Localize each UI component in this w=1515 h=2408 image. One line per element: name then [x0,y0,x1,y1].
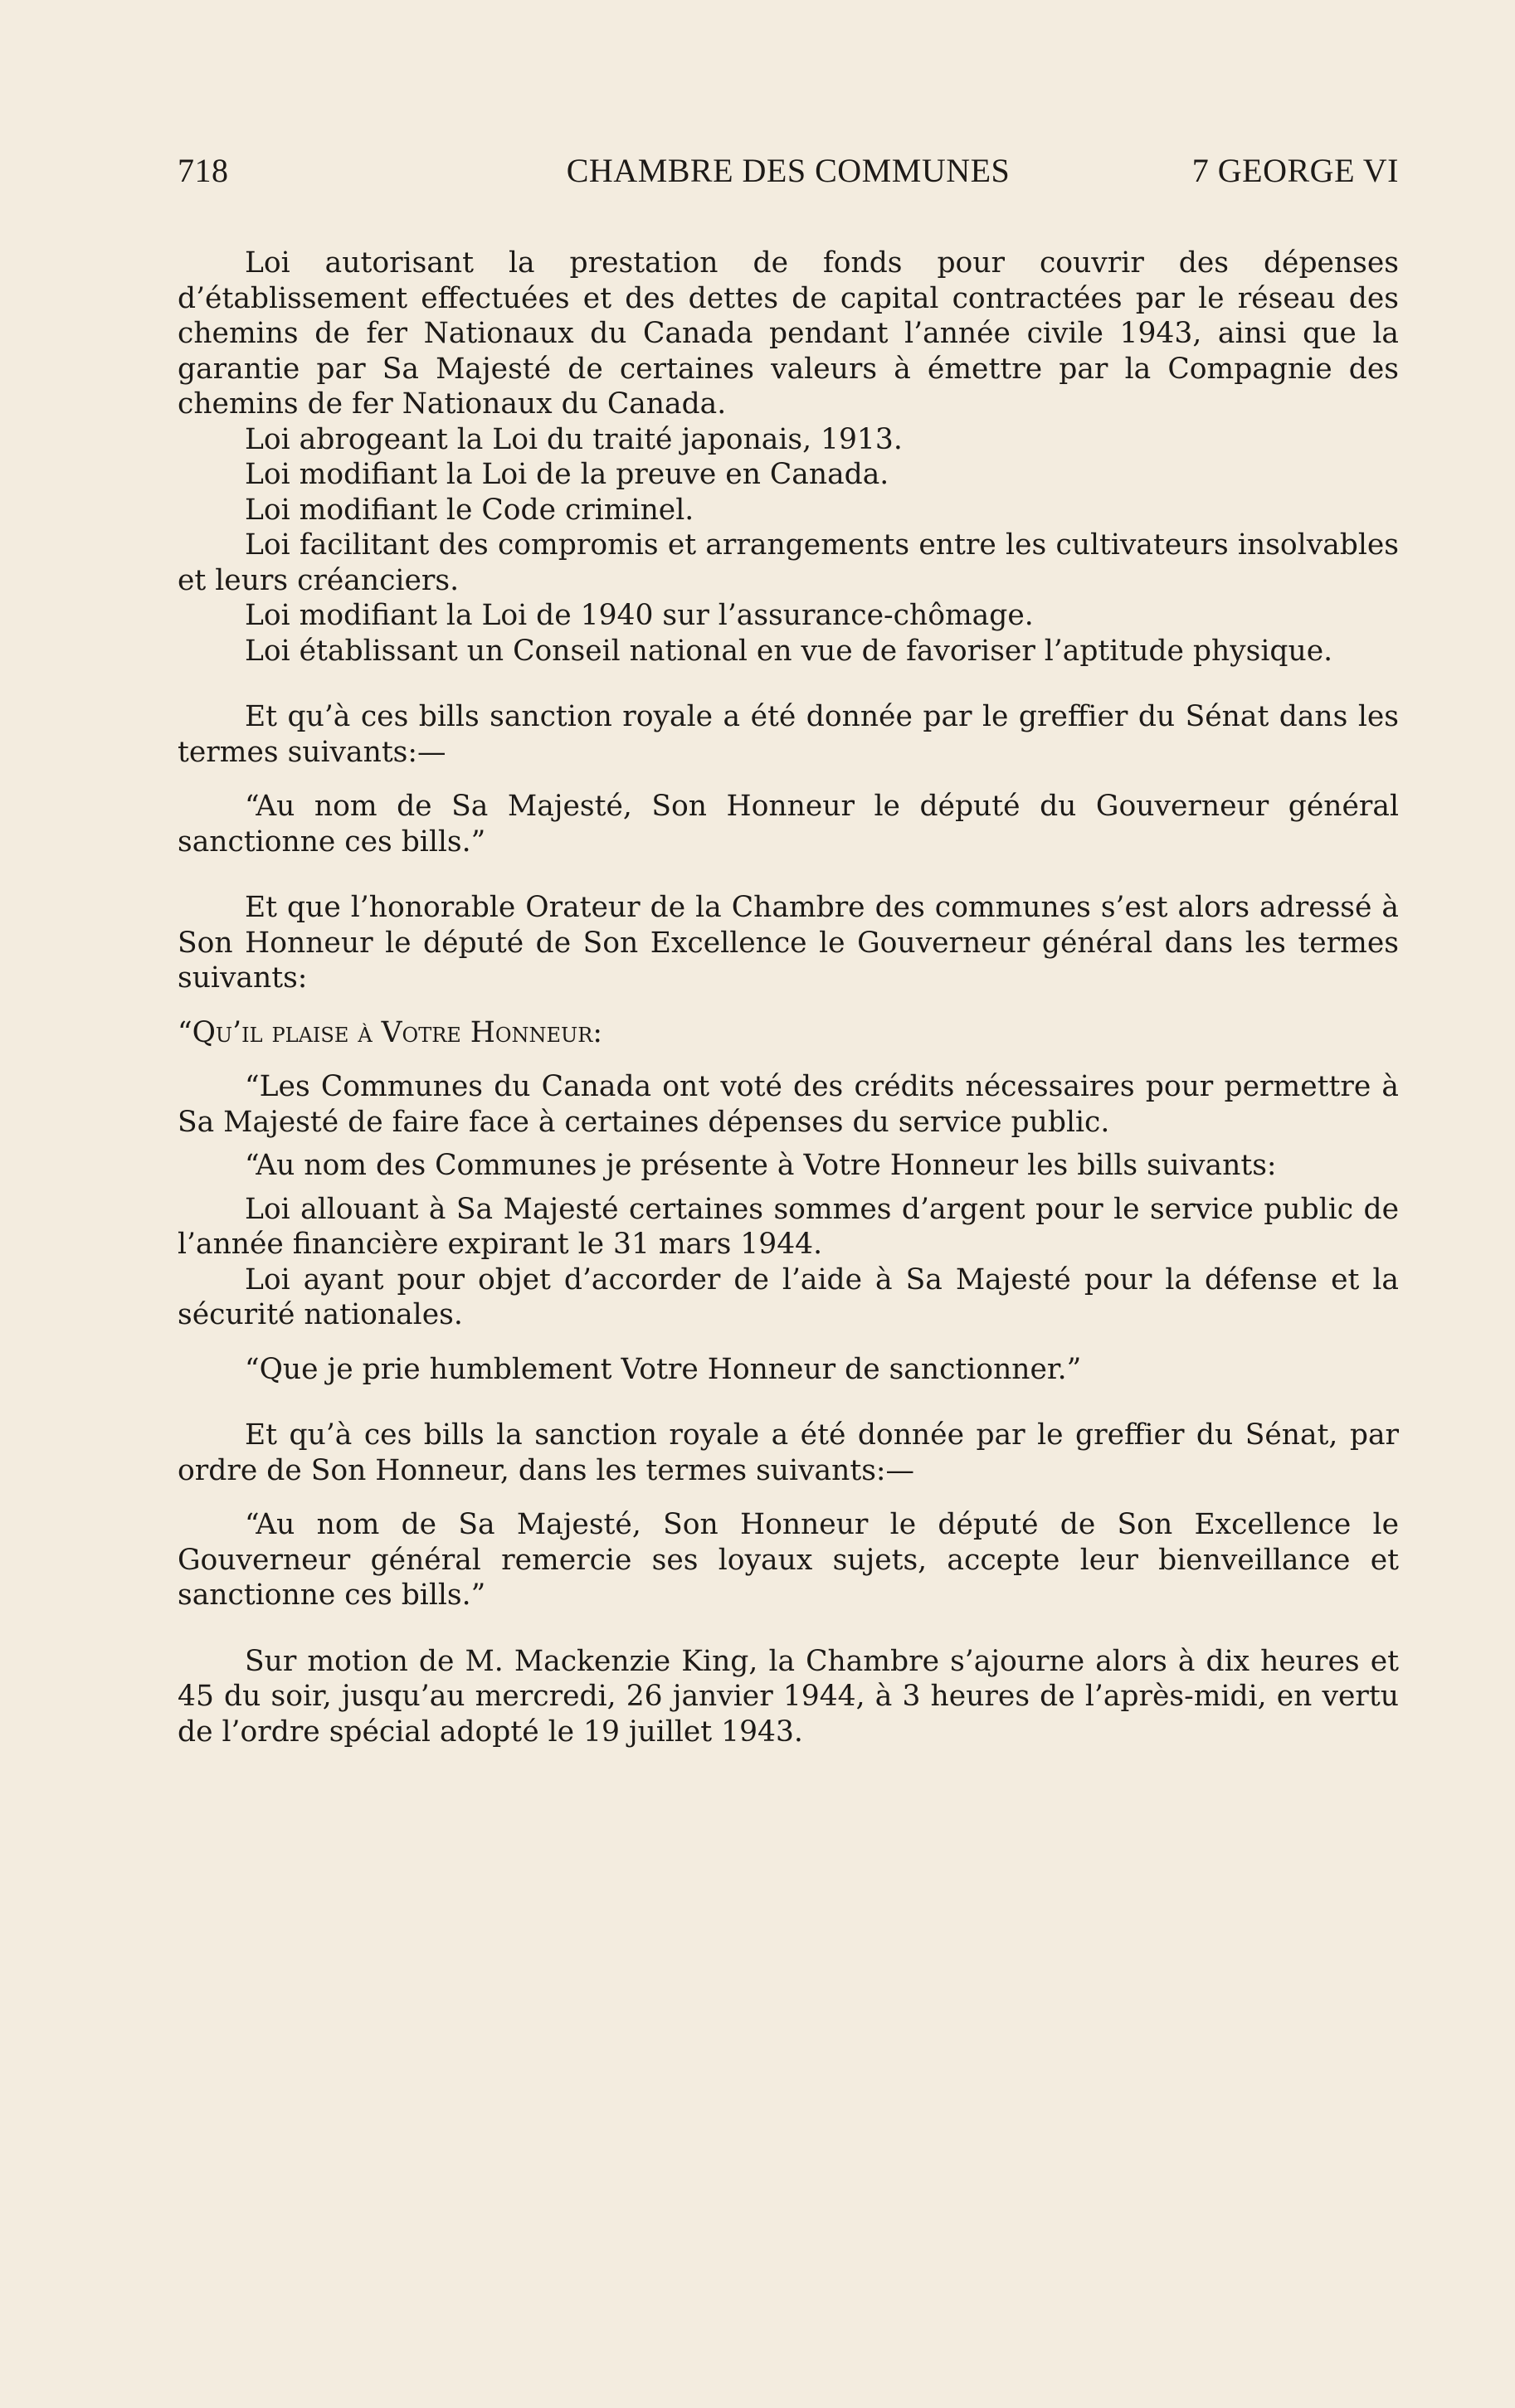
running-header [178,151,1399,192]
act-item: Loi facilitant des compromis et arrangements entre les cultivateurs insolvables et leurs créanciers. [178,528,1399,597]
page-number: 718 [178,152,229,189]
regnal-year: 7 GEORGE VI [1191,152,1399,189]
prayer-quote: “Que je prie humblement Votre Honneur de sanctionner.” [245,1352,1082,1386]
act-item: Loi abrogeant la Loi du traité japonais, 1913. [245,422,903,456]
speaker-address-intro: Et que l’honorable Orateur de la Chambre des communes s’est alors adressé à Son Honneur le député de Son Excellence le Gouverneur général dans les termes suivants: [178,891,1399,995]
royal-assent-paragraph: Et qu’à ces bills sanction royale a été donnée par le greffier du Sénat dans les termes suivants:— [178,700,1399,769]
act-item: Loi ayant pour objet d’accorder de l’aide à Sa Majesté pour la défense et la sécurité nationales. [178,1262,1399,1331]
act-item: Loi établissant un Conseil national en vue de favoriser l’aptitude physique. [245,634,1333,668]
header-title: CHAMBRE DES COMMUNES [566,152,1011,189]
act-item: Loi allouant à Sa Majesté certaines sommes d’argent pour le service public de l’année financière expirant le 31 mars 1944. [178,1192,1399,1261]
assent-quote: “Au nom de Sa Majesté, Son Honneur le député du Gouverneur général sanctionne ces bills.” [178,790,1399,859]
page-body [178,246,1399,1749]
present-bills: “Au nom des Communes je présente à Votre Honneur les bills suivants: [245,1149,1277,1182]
supply-statement: “Les Communes du Canada ont voté des crédits nécessaires pour permettre à Sa Majesté de faire face à certaines dépenses du service public. [178,1070,1399,1139]
royal-assent-paragraph: Et qu’à ces bills la sanction royale a été donnée par le greffier du Sénat, par ordre de Son Honneur, dans les termes suivants:— [178,1418,1399,1487]
assent-quote: “Au nom de Sa Majesté, Son Honneur le député de Son Excellence le Gouverneur général remercie ses loyaux sujets, accepte leur bienveillance et sanctionne ces bills.” [178,1508,1399,1612]
adjournment-paragraph: Sur motion de M. Mackenzie King, la Chambre s’ajourne alors à dix heures et 45 du soir, jusqu’au mercredi, 26 janvier 1944, à 3 heures de l’après-midi, en vertu de l’ordre spécial adopté le 19 juillet 1943. [178,1644,1399,1749]
act-item: Loi modifiant le Code criminel. [245,493,694,527]
act-item: Loi autorisant la prestation de fonds pour couvrir des dépenses d’établissement effectuées et des dettes de capital contractées par le réseau des chemins de fer Nationaux du Canada pendant l’année civile 1943, ainsi que la garantie par Sa Majesté de certaines valeurs à émettre par la Compagnie des chemins de fer Nationaux du Canada. [178,246,1399,421]
act-item: Loi modifiant la Loi de 1940 sur l’assurance-chômage. [245,599,1034,632]
salutation: “Qu’il plaise à Votre Honneur: [178,1015,602,1049]
act-item: Loi modifiant la Loi de la preuve en Canada. [245,458,889,491]
